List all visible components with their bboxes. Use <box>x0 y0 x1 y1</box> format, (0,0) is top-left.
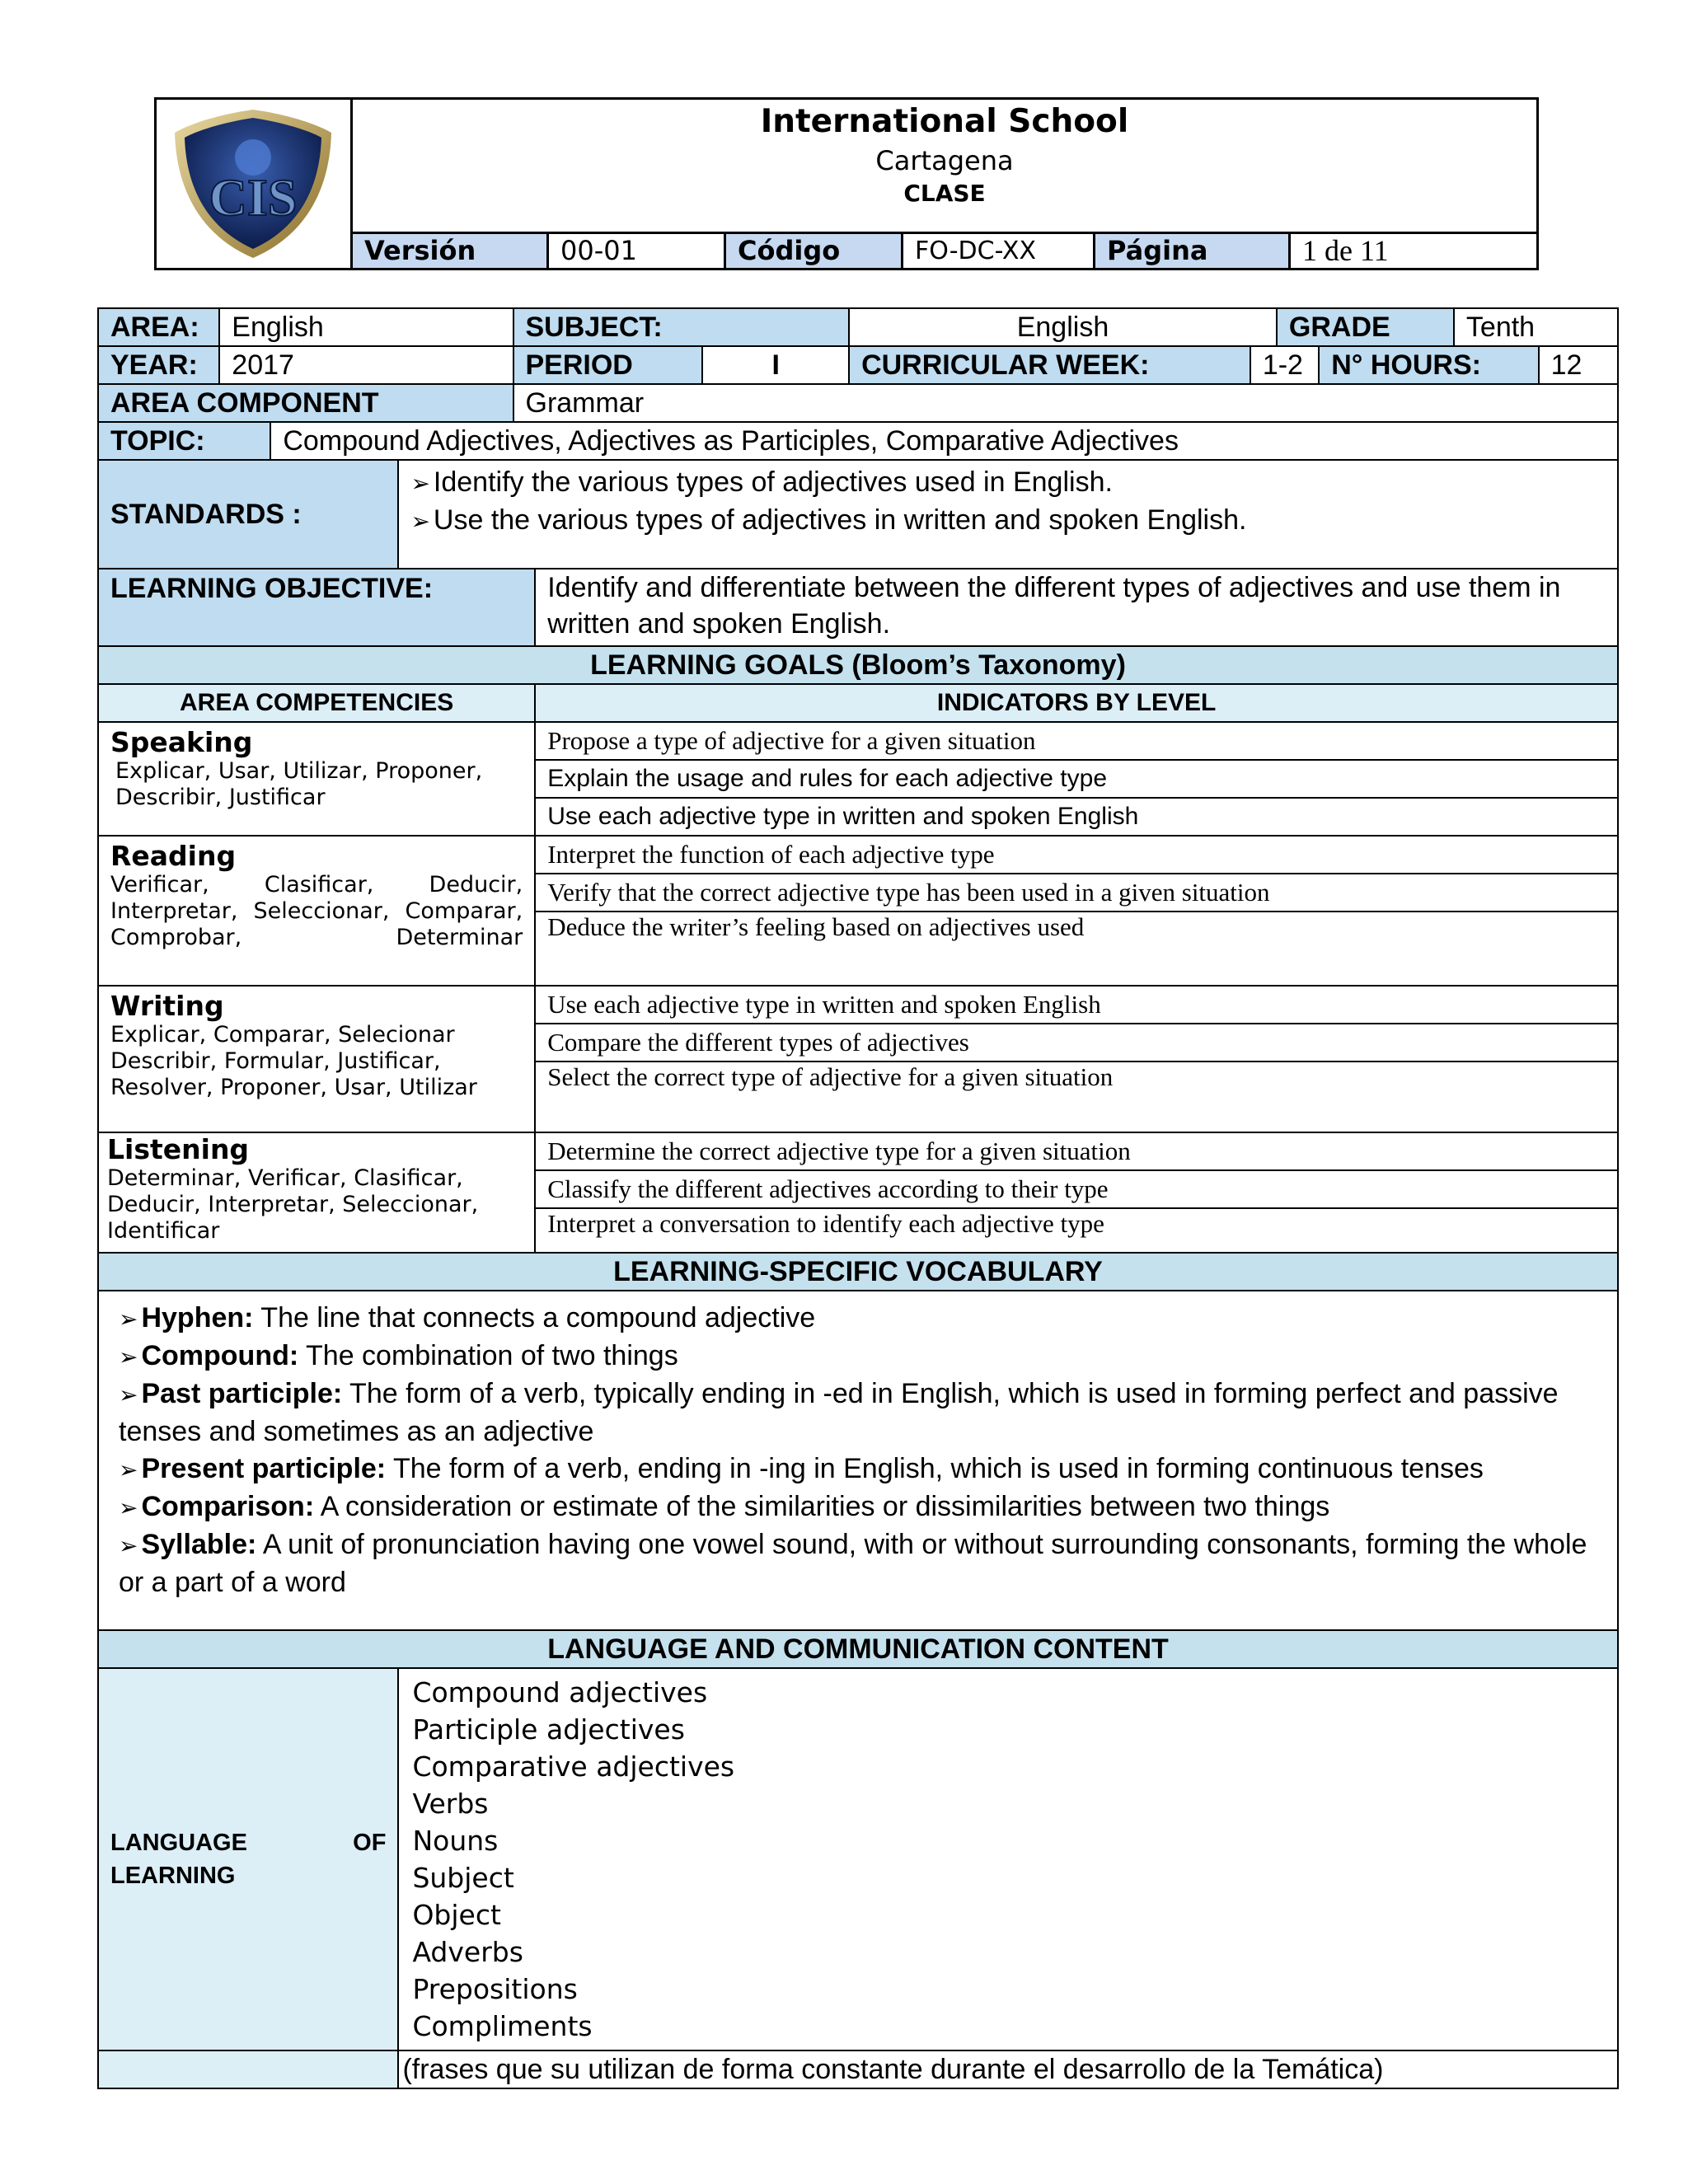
empty-label-cell <box>98 2050 398 2088</box>
lesson-plan-table <box>97 307 1619 2089</box>
standard-item: ➢ Identify the various types of adjectives used in English. <box>410 464 1606 502</box>
competency-verbs: Explicar, Usar, Utilizar, Proponer, Describir, Justificar <box>115 758 483 810</box>
language-item: Adverbs <box>412 1936 523 1968</box>
vocab-term: Present participle: <box>141 1453 387 1484</box>
language-item: Verbs <box>412 1788 489 1820</box>
indicator-item: Explain the usage and rules for each adjective type <box>535 760 1618 798</box>
objective-value: Identify and differentiate between the different types of adjectives and use them in written and spoken English. <box>535 569 1618 646</box>
document-type: CLASE <box>903 180 986 207</box>
area-value: English <box>219 308 513 346</box>
language-item: Nouns <box>412 1825 499 1857</box>
vocab-definition: A consideration or estimate of the similarities or dissimilarities between two things <box>314 1491 1330 1522</box>
vocab-definition: The form of a verb, typically ending in -ed in English, which is used in forming perfect and passive tenses and sometimes as an adjective <box>119 1378 1559 1447</box>
subject-label: SUBJECT: <box>513 308 850 346</box>
week-label: CURRICULAR WEEK: <box>849 346 1250 384</box>
language-content-title: LANGUAGE AND COMMUNICATION CONTENT <box>98 1630 1618 1668</box>
language-item: Object <box>412 1899 501 1931</box>
competency-verbs: Verificar, Clasificar, Deducir, Interpretar, Seleccionar, Comparar, Comprobar, Determinar <box>110 872 523 950</box>
period-value: I <box>702 346 849 384</box>
objective-row <box>98 569 1618 646</box>
area-competencies-header: AREA COMPETENCIES <box>98 684 535 722</box>
competency-reading <box>98 836 535 986</box>
language-footer-note: (frases que su utilizan de forma constante durante el desarrollo de la Temática) <box>398 2050 1618 2088</box>
standards-label: STANDARDS : <box>98 460 398 569</box>
competency-speaking <box>98 722 535 836</box>
school-city: Cartagena <box>875 145 1014 176</box>
topic-value: Compound Adjectives, Adjectives as Participles, Comparative Adjectives <box>270 422 1618 460</box>
language-items <box>398 1668 1618 2050</box>
vocabulary-item <box>119 1376 1606 1451</box>
grade-label: GRADE <box>1277 308 1454 346</box>
vocab-definition: A unit of pronunciation having one vowel sound, with or without surrounding consonants, forming the whole or a part of a word <box>119 1529 1587 1598</box>
week-value: 1-2 <box>1250 346 1319 384</box>
vocabulary-list <box>98 1291 1618 1630</box>
language-item: Comparative adjectives <box>412 1750 735 1783</box>
page-value: 1 de 11 <box>1302 234 1389 267</box>
page-label: Página <box>1095 234 1291 268</box>
cis-shield-icon <box>157 100 350 268</box>
indicator-item: Classify the different adjectives according to their type <box>535 1170 1618 1208</box>
competency-writing <box>98 986 535 1132</box>
hours-label: N° HOURS: <box>1319 346 1538 384</box>
code-label: Código <box>726 234 903 268</box>
year-row <box>98 346 1618 384</box>
area-row <box>98 308 1618 346</box>
learning-goals-title: LEARNING GOALS (Bloom’s Taxonomy) <box>98 646 1618 684</box>
indicator-item: Determine the correct adjective type for a given situation <box>535 1132 1618 1170</box>
indicator-item: Interpret a conversation to identify each adjective type <box>535 1208 1618 1253</box>
standard-item: ➢ Use the various types of adjectives in written and spoken English. <box>410 502 1606 540</box>
language-item: Compliments <box>412 2010 593 2042</box>
competency-name: Reading <box>110 840 237 872</box>
grade-value: Tenth <box>1454 308 1618 346</box>
indicator-item: Compare the different types of adjectives <box>535 1024 1618 1062</box>
indicator-item: Use each adjective type in written and spoken English <box>535 798 1618 836</box>
vocab-term: Syllable: <box>141 1529 257 1560</box>
topic-row <box>98 422 1618 460</box>
vocab-term: Past participle: <box>141 1378 343 1409</box>
vocab-term: Comparison: <box>141 1491 315 1522</box>
subject-value: English <box>849 308 1277 346</box>
indicator-item: Verify that the correct adjective type has been used in a given situation <box>535 874 1618 912</box>
period-label: PERIOD <box>513 346 703 384</box>
vocabulary-item <box>119 1451 1606 1488</box>
language-item: Prepositions <box>412 1973 578 2005</box>
competency-verbs: Explicar, Comparar, Selecionar Describir, Formular, Justificar, Resolver, Proponer, Usar, Utilizar <box>110 1022 477 1100</box>
indicator-item: Use each adjective type in written and spoken English <box>535 986 1618 1024</box>
indicator-item: Deduce the writer’s feeling based on adjectives used <box>535 912 1618 986</box>
topic-label: TOPIC: <box>98 422 270 460</box>
indicator-item: Propose a type of adjective for a given situation <box>535 722 1618 760</box>
vocabulary-item <box>119 1300 1606 1338</box>
component-label: AREA COMPONENT <box>98 384 513 422</box>
component-row <box>98 384 1618 422</box>
competency-name: Speaking <box>110 726 253 758</box>
vocab-definition: The combination of two things <box>298 1340 678 1371</box>
objective-label: LEARNING OBJECTIVE: <box>98 569 535 646</box>
school-logo <box>157 100 353 268</box>
hours-value: 12 <box>1539 346 1618 384</box>
vocabulary-item <box>119 1488 1606 1526</box>
logo-text: CIS <box>209 168 298 227</box>
year-label: YEAR: <box>98 346 219 384</box>
version-value: 00-01 <box>549 234 726 268</box>
language-item: Participle adjectives <box>412 1713 685 1746</box>
standards-cell <box>398 460 1618 569</box>
year-value: 2017 <box>219 346 513 384</box>
competency-name: Listening <box>107 1133 250 1165</box>
competency-name: Writing <box>110 990 224 1022</box>
component-value: Grammar <box>513 384 1619 422</box>
vocab-term: Compound: <box>141 1340 299 1371</box>
version-label: Versión <box>353 234 549 268</box>
indicator-item: Interpret the function of each adjective type <box>535 836 1618 874</box>
indicators-header: INDICATORS BY LEVEL <box>535 684 1618 722</box>
language-of-learning-label: LANGUAGE OF LEARNING <box>98 1668 398 2050</box>
area-label: AREA: <box>98 308 219 346</box>
competency-verbs: Determinar, Verificar, Clasificar, Deducir, Interpretar, Seleccionar, Identificar <box>107 1165 479 1244</box>
document-header <box>154 97 1539 270</box>
vocabulary-item <box>119 1338 1606 1376</box>
vocab-definition: The line that connects a compound adjective <box>253 1302 816 1333</box>
standards-row <box>98 460 1618 569</box>
indicator-item: Select the correct type of adjective for a given situation <box>535 1062 1618 1132</box>
competency-listening <box>98 1132 535 1253</box>
document-meta-row <box>353 232 1536 268</box>
language-item: Subject <box>412 1862 514 1894</box>
code-value: FO-DC-XX <box>903 234 1095 268</box>
vocab-term: Hyphen: <box>141 1302 254 1333</box>
school-name: International School <box>760 103 1129 140</box>
vocabulary-title: LEARNING-SPECIFIC VOCABULARY <box>98 1253 1618 1291</box>
vocab-definition: The form of a verb, ending in -ing in English, which is used in forming continuous tenses <box>386 1453 1484 1484</box>
language-item: Compound adjectives <box>412 1676 708 1708</box>
vocabulary-item <box>119 1526 1606 1601</box>
